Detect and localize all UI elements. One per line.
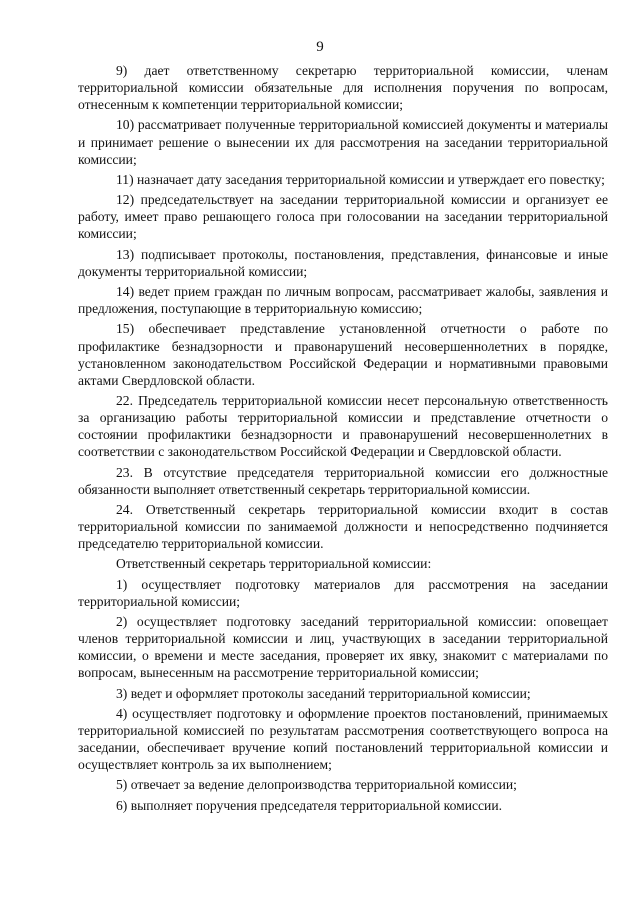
paragraph-clause-23: 23. В отсутствие председателя территориальной комиссии его должностные обязанности выполняет ответственный секретарь территориальной комиссии. bbox=[78, 464, 608, 497]
page-number: 9 bbox=[316, 39, 324, 55]
document-body bbox=[78, 62, 608, 817]
paragraph-item-13: 13) подписывает протоколы, постановления, представления, финансовые и иные документы территориальной комиссии; bbox=[78, 246, 608, 279]
paragraph-item-11: 11) назначает дату заседания территориальной комиссии и утверждает его повестку; bbox=[116, 171, 605, 187]
paragraph-secretary-item-4: 4) осуществляет подготовку и оформление проектов постановлений, принимаемых территориальной комиссией по результатам рассмотрения соответствующего вопроса на заседании, обеспечивает вручение копий постановлений территориальной комиссии и осуществляет контроль за их выполнением; bbox=[78, 705, 608, 773]
paragraph-secretary-item-3: 3) ведет и оформляет протоколы заседаний территориальной комиссии; bbox=[116, 685, 531, 701]
paragraph-secretary-intro: Ответственный секретарь территориальной комиссии: bbox=[116, 556, 432, 572]
paragraph-clause-24: 24. Ответственный секретарь территориальной комиссии входит в состав территориальной комиссии по занимаемой должности и непосредственно подчиняется председателю территориальной комиссии. bbox=[78, 501, 608, 552]
paragraph-item-14: 14) ведет прием граждан по личным вопросам, рассматривает жалобы, заявления и предложения, поступающие в территориальную комиссию; bbox=[78, 284, 608, 317]
paragraph-item-10: 10) рассматривает полученные территориальной комиссией документы и материалы и принимает решение о вынесении их для рассмотрения на заседании территориальной комиссии; bbox=[78, 117, 608, 167]
paragraph-clause-22: 22. Председатель территориальной комиссии несет персональную ответственность за организацию работы территориальной комиссии и представление отчетности о состоянии профилактики безнадзорности и правонарушений несовершеннолетних в соответствии с законодательством Российской Федерации и Свердловской области. bbox=[78, 393, 608, 460]
paragraph-secretary-item-2: 2) осуществляет подготовку заседаний территориальной комиссии: оповещает членов территориальной комиссии и лиц, участвующих в заседании территориальной комиссии, о времени и месте заседания, проверяет их явку, знакомит с материалами по вопросам, вынесенным на рассмотрение территориальной комиссии; bbox=[78, 614, 608, 681]
paragraph-item-12: 12) председательствует на заседании территориальной комиссии и организует ее работу, имеет право решающего голоса при голосовании на заседании территориальной комиссии; bbox=[78, 192, 608, 242]
paragraph-secretary-item-1: 1) осуществляет подготовку материалов для рассмотрения на заседании территориальной комиссии; bbox=[78, 576, 608, 609]
paragraph-item-9: 9) дает ответственному секретарю территориальной комиссии, членам территориальной комиссии обязательные для исполнения поручения по вопросам, отнесенным к компетенции территориальной комиссии; bbox=[78, 63, 608, 113]
paragraph-item-15: 15) обеспечивает представление установленной отчетности о работе по профилактике безнадзорности и правонарушений несовершеннолетних в порядке, установленном законодательством Российской Федерации и нормативными правовыми актами Свердловской области. bbox=[78, 321, 608, 388]
paragraph-secretary-item-5: 5) отвечает за ведение делопроизводства территориальной комиссии; bbox=[116, 777, 517, 793]
paragraph-secretary-item-6: 6) выполняет поручения председателя территориальной комиссии. bbox=[116, 797, 503, 813]
